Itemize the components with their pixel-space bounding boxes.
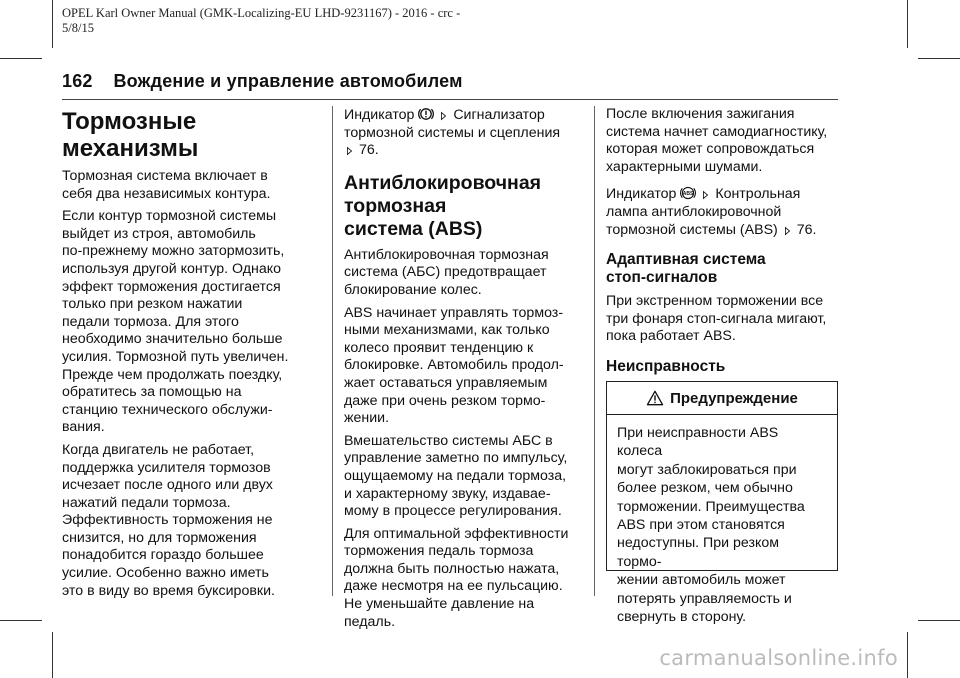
text-line: необходимо значительно больше (62, 331, 283, 348)
warning-text (607, 415, 837, 626)
page-reference: 76. (796, 221, 817, 238)
title-line: Антиблокировочная (344, 171, 542, 194)
text-line: станцию технического обслужи- (62, 401, 273, 418)
paragraph (344, 305, 599, 428)
text-line: эффект торможения достигается (62, 278, 281, 295)
text-line: три фонаря стоп-сигнала мигают, (606, 310, 827, 327)
paragraph (62, 442, 317, 600)
paragraph (62, 208, 317, 437)
text-line: При неисправности ABS колеса (617, 425, 779, 460)
abs-indicator-paragraph (606, 185, 838, 239)
reference-arrow-icon (438, 110, 449, 122)
column-2 (344, 106, 599, 636)
crop-mark (0, 58, 42, 59)
page-heading (62, 71, 463, 92)
warning-header (607, 382, 837, 414)
text-line: жении. (344, 410, 390, 427)
text-line: система (АБС) предотвращает (344, 264, 547, 281)
text-line: потерять управляемость и (617, 590, 792, 607)
text-line: колесо проявит тенденцию к (344, 339, 534, 356)
crop-mark (52, 632, 53, 678)
text-line: это в виду во время буксировки. (62, 582, 275, 599)
header-rule (62, 99, 838, 100)
text-line: более резком, чем обычно (617, 480, 793, 497)
title-line: стоп-сигналов (606, 269, 718, 287)
text-line: обратитесь за помощью на (62, 384, 242, 401)
text-line: исчезает после одного или двух (62, 477, 273, 494)
text-line: усилия. Тормозной путь увеличен. (62, 348, 289, 365)
adaptive-brake-lights-title (606, 251, 838, 287)
reference-arrow-icon (782, 225, 793, 237)
text-line: жении автомобиль может (617, 572, 786, 589)
text-line: ощущаемому на педали тормоза, (344, 467, 567, 484)
paragraph (606, 106, 838, 176)
text-line: торможении. Преимущества (617, 498, 805, 515)
text-line: тормозной системы (ABS) (606, 221, 778, 238)
title-line: Адаптивная система (606, 251, 766, 269)
warning-title: Предупреждение (670, 389, 798, 407)
text-line: снизится, но для торможения (62, 529, 257, 546)
crop-mark (907, 632, 908, 678)
text-line: пока работает ABS. (606, 328, 736, 345)
text-line: Вмешательство системы АБС в (344, 432, 553, 449)
crop-mark (907, 0, 908, 48)
print-header-line: OPEL Karl Owner Manual (GMK-Localizing-EU LHD-9231167) - 2016 - crc - (62, 6, 461, 20)
paragraph (344, 247, 599, 300)
warning-box (606, 381, 838, 626)
crop-mark (918, 620, 960, 621)
title-line: механизмы (62, 135, 199, 162)
text-line: должна быть полностью нажата, (344, 560, 560, 577)
title-line: тормозная (344, 194, 447, 217)
text-line: используя другой контур. Однако (62, 260, 282, 277)
text-line: по-прежнему можно затормозить, (62, 243, 285, 260)
text-line: ными механизмами, как только (344, 322, 550, 339)
paragraph (62, 168, 317, 203)
text-line: даже при очень резком тормо- (344, 392, 546, 409)
text-line: ABS начинает управлять тормоз- (344, 304, 564, 321)
column-3 (606, 106, 838, 382)
print-header (62, 6, 502, 36)
text-line: Сигнализатор (453, 107, 545, 123)
text-line: жает оставаться управляемым (344, 374, 548, 391)
text-line: ABS при этом становятся (617, 517, 785, 534)
text-line: свернуть в сторону. (617, 609, 747, 626)
text-line: блокировке. Автомобиль продол- (344, 357, 564, 374)
crop-mark (0, 620, 42, 621)
text-line: Не уменьшайте давление на (344, 596, 535, 613)
warning-triangle-icon (646, 390, 664, 406)
abs-title (344, 172, 599, 241)
section-title: Вождение и управление автомобилем (113, 71, 463, 91)
text-line: понадобится гораздо большее (62, 547, 264, 564)
watermark: carmanualsonline.info (659, 646, 898, 670)
column-1 (62, 106, 317, 605)
text-line: выйдет из строя, автомобиль (62, 225, 256, 242)
text-line: усилие. Особенно важно иметь (62, 565, 269, 582)
text-line: Контрольная (715, 186, 801, 203)
text-line: При экстренном торможении все (606, 293, 824, 310)
text-line: Если контур тормозной системы (62, 208, 277, 225)
text-line: педали тормоза. Для этого (62, 313, 239, 330)
text-line: лампа антиблокировочной (606, 203, 782, 220)
text-line: тормозной системы и сцепления (344, 124, 561, 141)
text-line: недоступны. При резком тормо- (617, 535, 779, 570)
text-line: Для оптимальной эффективности (344, 525, 569, 542)
paragraph (344, 526, 599, 632)
text-line: нажатий педали тормоза. (62, 494, 231, 511)
column-divider (332, 106, 333, 596)
reference-arrow-icon (700, 189, 711, 201)
svg-text:ABS: ABS (683, 191, 694, 198)
brakes-title (62, 108, 317, 162)
page-number: 162 (62, 71, 93, 91)
title-line: система (ABS) (344, 217, 483, 240)
reference-arrow-icon (344, 145, 355, 157)
text-line: педаль. (344, 613, 396, 630)
fault-title: Неисправность (606, 357, 726, 375)
text-line: После включения зажигания (606, 106, 795, 122)
brake-warning-icon (418, 106, 434, 122)
text-line: поддержка усилителя тормозов (62, 459, 271, 476)
text-line: управление заметно по импульсу, (344, 450, 568, 467)
print-header-line: 5/8/15 (62, 21, 94, 35)
crop-mark (52, 0, 53, 48)
title-line: Тормозные (62, 108, 197, 135)
text-line: система начнет самодиагностику, (606, 123, 828, 140)
text-line: Индикатор (606, 186, 677, 203)
text-line: Прежде чем продолжать поездку, (62, 366, 283, 383)
text-line: блокирование колес. (344, 281, 482, 298)
text-line: и характерному звуку, издавае- (344, 485, 551, 502)
text-line: Тормозная система включает в (62, 168, 268, 184)
text-line: могут заблокироваться при (617, 461, 797, 478)
text-line: вания. (62, 419, 105, 436)
abs-icon (680, 185, 696, 201)
crop-mark (918, 58, 960, 59)
text-line: только при резком нажатии (62, 296, 243, 313)
text-line: которая может сопровождаться (606, 141, 815, 158)
text-line: Антиблокировочная тормозная (344, 246, 549, 263)
page-reference: 76. (358, 142, 379, 159)
paragraph (344, 433, 599, 521)
text-line: себя два независимых контура. (62, 185, 271, 202)
text-line: даже несмотря на ее пульсацию. (344, 578, 563, 595)
text-line: Индикатор (344, 107, 415, 123)
text-line: Когда двигатель не работает, (62, 441, 255, 458)
text-line: характерными шумами. (606, 158, 763, 175)
text-line: мому в процессе регулирования. (344, 503, 562, 520)
brake-indicator-paragraph (344, 106, 599, 160)
text-line: торможения педаль тормоза (344, 543, 534, 560)
paragraph (606, 293, 838, 346)
text-line: Эффективность торможения не (62, 512, 273, 529)
